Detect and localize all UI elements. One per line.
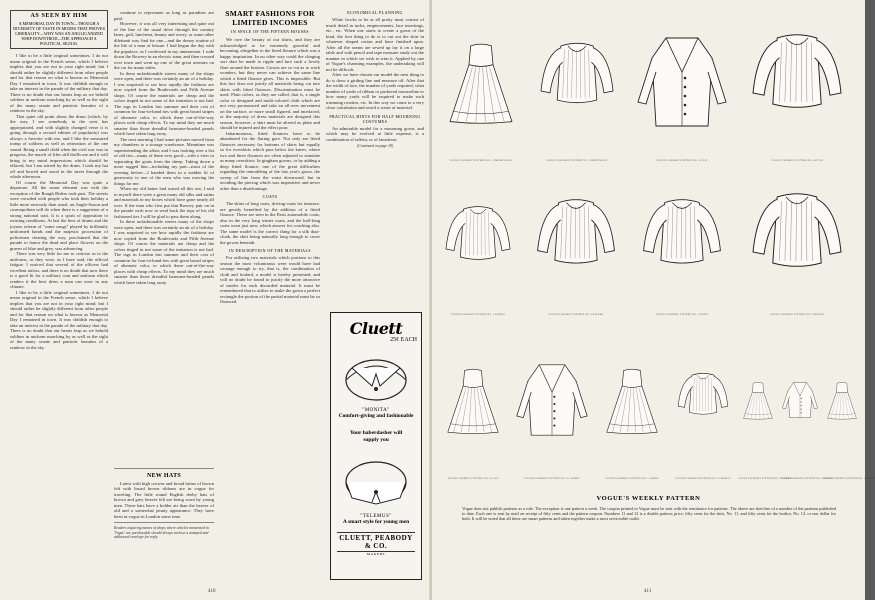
materials-heading: IN DESCRIPTION OF THE MATERIALS [229,248,311,253]
pattern-label-6: VOGUE'S WEEKLY PATTERN NO. 6 BOLERO [548,313,604,316]
ad-company: CLUETT, PEABODY & CO. [337,532,415,552]
column-title: AS SEEN BY HIM [30,13,88,19]
pattern-title: VOGUE'S WEEKLY PATTERN [596,495,701,502]
pattern-illustrations [432,0,875,490]
collar-telemus-tagline: A smart style for young men [342,519,410,525]
pattern-sketch-1 [438,6,524,158]
smart-fashions-subtitle: IN SPACE OF THE FIFTEEN HOUSES [231,29,309,34]
column-heading-box [10,10,108,49]
pattern-sketch-7 [634,170,730,312]
right-page [432,0,875,600]
pattern-sketch-8 [742,170,852,312]
practical-hints-heading: PRACTICAL HINTS FOR HALF MOURNING COSTUMES [329,113,421,124]
paragraph: White frocks to be at all pretty must consist of much detail in tucks, empiecements, lace insertings, etc., etc. When one starts to create a gown of the kind, the first thing to do is to cut out the skirt in whatever shaped cotton and have finished upon. After all the seams are sewed up lay it on a large table and with pencil and tape measure study out the manner in which we wish to trim it. Applied by one of Vogue's charming examples, the undertaking will not be difficult. [326,17,424,72]
divider [114,522,214,523]
column-body [10,53,108,350]
paragraph: In these unfashionable streets many of the shops were open, and there was certainly an air of a holiday. I was surprised to see how rapidly the fashions are now copied from the Boulevards and Fifth Avenue shops. Of course the materials are cheap and the colors tinged in not some of the imitation is not bad. The tags in London last summer and their cost of common for four-in-hand ties with great broad stripes of alternate color, to which these out-of-the-way places with cheap effects. To my mind they are much smarter than those dreadful hansome-headed panels which have taken long away. [114,219,214,285]
column-economical [326,10,424,310]
paragraph: For utilizing two materials which portions to this season the most voluminous were would have had courage enough to try, that is, the combination of cloth and foulard, a model is hereby presented, and will no doubt be found to justify the more attractive of modes for each discarded material. It must be remembered that to utilize to make the gown a perfect rectangle the portion of the partial material must be so flounced. [220,255,320,304]
coats-body [220,201,320,245]
pattern-label-5: VOGUE'S WEEKLY PATTERN NO. 5 BODICE [450,313,506,316]
paragraph: Inharmonious, fitted flounces have to be abandoned for the flaring gore. Not only are fitted flounces necessary for bottoms of skirts but equally so for overskirts which pass below the knees, where two and three flounces are often adjusted to simulate as many overskirts. In gingham gowns, or by adding a deep fitted flounce, one of the great difficulties regarding the remodeling of the last year's gown, the sweep of line from the waist downward, but in avoiding the piecing which was imperative and never other than a disadvantage. [220,130,320,191]
practical-hints-body [326,126,424,143]
continued-note: (Continued on page 18) [356,144,394,148]
paragraph: An admirable model for a mourning gown, and which may be evolved at little expense, is a combination of taffeta, or of lansdown [326,125,424,142]
divider [114,468,214,469]
pattern-sketch-5 [438,170,518,312]
paragraph: The next morning I had some pictures moved from my chambers to a storage warehouse. Meantime was superintending the affair, and I was looking over a list of old ties—many of them very good—with a view to separating the goats from the sheep. Taking down a more rugged line—including my part—most of the evening before—I handed them in a sudden fit of generosity to one of the men who was moving the things for me. [114,136,214,186]
pattern-sketch-6 [528,170,624,312]
pattern-label-14: VOGUE'S WEEKLY PATTERN NO. 14 COAT [780,477,833,480]
ad-price: 25¢ EACH [390,337,417,343]
pattern-label-12: VOGUE'S WEEKLY PATTERN NO. 12 BODICE [675,477,731,480]
pattern-sketch-15 [822,324,862,476]
pattern-label-15: VOGUE'S WEEKLY PATTERN NO. 15 SKIRT [822,477,875,480]
pattern-sketch-3 [632,6,732,158]
economical-body [326,17,424,111]
left-page [0,0,430,600]
pattern-label-4: VOGUE'S WEEKLY PATTERN NO. 4 ETON [771,159,823,162]
pattern-sketch-4 [742,6,852,158]
footnote: Readers inquiring names of shops where articles mentioned in 'Vogue' are purchasable should always enclose a stamped and addressed envelope for reply. [114,526,209,540]
page-number-right: 411 [644,589,652,594]
collar-telemus-illustration [332,452,420,514]
smart-fashions-title: SMART FASHIONS FOR LIMITED INCOMES [225,9,315,27]
pattern-sketch-2 [532,6,622,158]
pattern-label-9: VOGUE'S WEEKLY PATTERN NO. 9 CAPE [447,477,499,480]
economical-heading: ECONOMICAL PLANNING [347,10,403,15]
pattern-label-11: VOGUE'S WEEKLY PATTERN NO. 11 SKIRT [605,477,659,480]
column-as-seen-by-him [10,10,108,582]
cluett-collar-ad [330,312,422,580]
ad-brand: Cluett [349,319,403,338]
paragraph: Latest with high crowns and broad brims of brown felt with broad brown ribbons are in vogue for traveling. The little round English derby hats of brown and grey beaver felt are being worn by young men. These hats have a bolder air than the beaver of old and a somewhat jaunty appearance. They have been in vogue in London some time. [114,480,214,519]
pattern-caption: Vogue does not publish patterns as a rule. The exception is one pattern a week. The coupon printed in Vogue must be sent with the remittance for patterns. The above are sketches of a number of the patterns published to date. Each one is sent by mail on receipt of fifty cents and the pattern coupon. Numbers 11 and 12 is a double pattern; price, fifty cents for the skirt, No. 11, and fifty cents for the bodice, No. 12, or one dollar for both. It will be noted that all these are smart patterns and taken together make a most serviceable outfit. [462,506,836,522]
paragraph: The skirts of long coats, driving-coats for instance, are greatly benefited by the addition of a fitted flounce. These are seen in the Paris automobile coats, also in the very long winter coats, and the half-long coats worn just now, which answer for coaching also. The same model is the correct thing for a silk dust-cloak, the skirt being naturally long enough to cover the gowns beneath. [220,201,320,245]
pattern-sketch-13 [738,324,778,476]
paragraph: I like to be a little original sometimes. I do not mean original in the French sense, which I believe implies that you are not in your right mind; but I should rather be slightly different from other people and for that reason on what is known as Memorial Day I remained in town. It was childish enough to take an interest in the parade of the military that day. There is no doubt that our hearts leap as we behold soldiers in uniform marching by as well as the sight of the many ornate and patriotic beauties of a rainbow in the sky. [10,53,108,113]
column-continued [114,10,214,582]
pattern-sketch-9 [438,324,508,476]
column-smart-fashions [220,10,320,582]
paragraph: When my old hatter had sorted all this out, I said to myself there were a great many old silks and satins and materials in my boxes which have gone nearly all over. If the man who first put that Bowery pair on in the parade wish now to send back the tops of his old fashioned ties I will be glad to pass them along. [114,186,214,219]
ad-makers: MAKERS [366,552,386,556]
pattern-label-13: VOGUE'S WEEKLY PATTERN NO. 13 GOWN [738,477,792,480]
new-hats-title: NEW HATS [146,473,182,479]
collar-monita-tagline: Comfort-giving and fashionable [338,413,414,419]
pattern-label-1: VOGUE'S WEEKLY PATTERN NO. 1 EMPIRE GOWN [449,159,513,162]
paragraph: I like to be a little original sometimes. I do not mean original in the French sense, which I believe implies that you are not in your right mind; but I should rather be slightly different from other people and for that reason on what is known as Memorial Day I remained in town. It was childish enough to take an interest in the parade of the military that day. There is no doubt that our hearts leap as we behold soldiers in uniform marching by as well as the sight of the many ornate and patriotic beauties of a rainbow in the sky. [10,289,108,350]
paragraph: However, it was all very interesting and quite out of the line of the usual drive through the country lanes, golf, luncheon, beauty and worry, or some other dilettanti way find for one—and the dreary routine of the life of a man of leisure. I had begun the day with the populace, as I confessed in my amusement. I rode down the Bowery in an electric tram, and then crossed over town and went up one of the great avenues on the car for many miles. [114,21,215,70]
paragraph: There was very little for me to criticise as to the uniforms, as they were, as I have said, the official fatigue. I noticed that several of the officers had excellent tailors, and there is no doubt that now there is a good fit for a military coat and uniform which renders it the best dress a man can wear in any climate. [10,251,108,289]
pattern-label-8: VOGUE'S WEEKLY PATTERN NO. 8 BLOUSE [769,313,825,316]
column-subtitle: A MEMORIAL DAY IN TOWN—THOUGH A DIVERSITY OF TASTE IN MODES THAT PROVES LIBERALITY—WHY WAS AN ANGLICANIZED WHIP DOWNTROD—THE APPROACH A POLITICAL SIGNAL [13,21,105,46]
pattern-label-7: VOGUE'S WEEKLY PATTERN NO. 7 WAIST [655,313,709,316]
page-number-left: 410 [208,589,216,594]
pattern-sketch-14 [780,324,820,476]
pattern-label-3: VOGUE'S WEEKLY PATTERN NO. 3 COAT [656,159,708,162]
ad-middle [331,430,421,444]
smart-fashions-body [220,37,320,191]
paragraph: After we have chosen our model the next thing to do is draw a girding line and measure off. After that the width of lace, the number of yards required, what number of yards of ribbon or puckered mousseline or how many yards will be required to make such trimming rosettes, etc. In this way we come to a very close calculation and avoid a waste of material. [326,72,424,110]
paragraph: We owe the beauty of our shirts, and they are acknowledged to be extremely graceful and becoming, altogether to the fitted flounce which was a happy inspiration. In no other way could the clinging sort skirt be made to ripple and lure such a lovely flare around the bottom. Gowns are so cut as to work wonders, but they never can achieve the same line which a fitted flounce gives. This is impossible. But this fact does not justify all materials being cut into skirts with fitted flounces. Discrimination must be used. Plain colors, as they are called, that is, a single color or designed and multi-colored cloth which are not very pronounced and take an all-over movement on the surface, or more small figured, and interlaced, or the majority of dress materials are designed this season, however, a skirt must be altered as plain and should be injured and the effect poor. [220,37,320,130]
coats-heading: COATS [262,194,278,199]
ad-mid-line: Your haberdasher will [349,430,403,436]
column-body [114,10,214,465]
paragraph: That quiet old point about the drum (which, by the way, I see somebody in the west has appropriated, and with slightly changed verse it is going through a second edition of popularity) was always a favorite with me, and I like the measured tramp of soldiers as well as reiteration of the one sound. Being a small child when the civil war was in progress, the march of fifes still thrills me and it will bring to my mind impressions which should be effaced, but I am stirred by the drum. I took my hat off and bowed and stood in the street through the whole afternoon. [10,113,108,179]
pattern-sketch-12 [672,324,734,476]
pattern-label-10: VOGUE'S WEEKLY PATTERN NO. 10 JACKET [524,477,580,480]
pattern-sketch-10 [512,324,592,476]
collar-telemus-name: "TELEMUS" [360,514,392,519]
collar-monita-name: "MONITA" [362,408,390,413]
new-hats-body [114,481,214,520]
paragraph: continue to rejuvenate as long as paradises are paid. [114,10,214,21]
paragraph: In these unfashionable streets many of the shops were open, and there was certainly an air of a holiday. I was surprised to see how rapidly the fashions are now copied from the Boulevards and Fifth Avenue shops. Of course the materials are cheap and the colors tinged in not some of the imitation is not bad. The tags in London last summer and their cost of common for four-in-hand ties with great broad stripes of alternate color, to which these out-of-the-way places with cheap effects. To my mind they are much smarter than those dreadful hansome-headed panels which have taken long away. [114,70,214,136]
ad-mid-line: supply you [363,437,389,443]
pattern-label-2: VOGUE'S WEEKLY PATTERN NO. 2 SHIRT WAIST [546,159,608,162]
materials-body [220,255,320,305]
pattern-sketch-11 [597,324,667,476]
collar-monita-illustration [332,346,420,408]
paragraph: Of course the Memorial Day was quite a departure. All the smart element was with the exception of the Rough Riders took part. The streets were crowded with people who took their holiday a little more seriously than usual, an Anglo-Saxon and cosmopolitan will do when there is a suggestion of a strong national trait. It is a spirit of opposition to existing conditions. At last the best of drums and the joyous refrain of "some songs" played by brilliantly uniformed bands and the majestic procession of policemen clearing the way, proclaimed that the parade to honor the dead and place flowers on the graves of blue and grey, was advancing. [10,179,108,251]
